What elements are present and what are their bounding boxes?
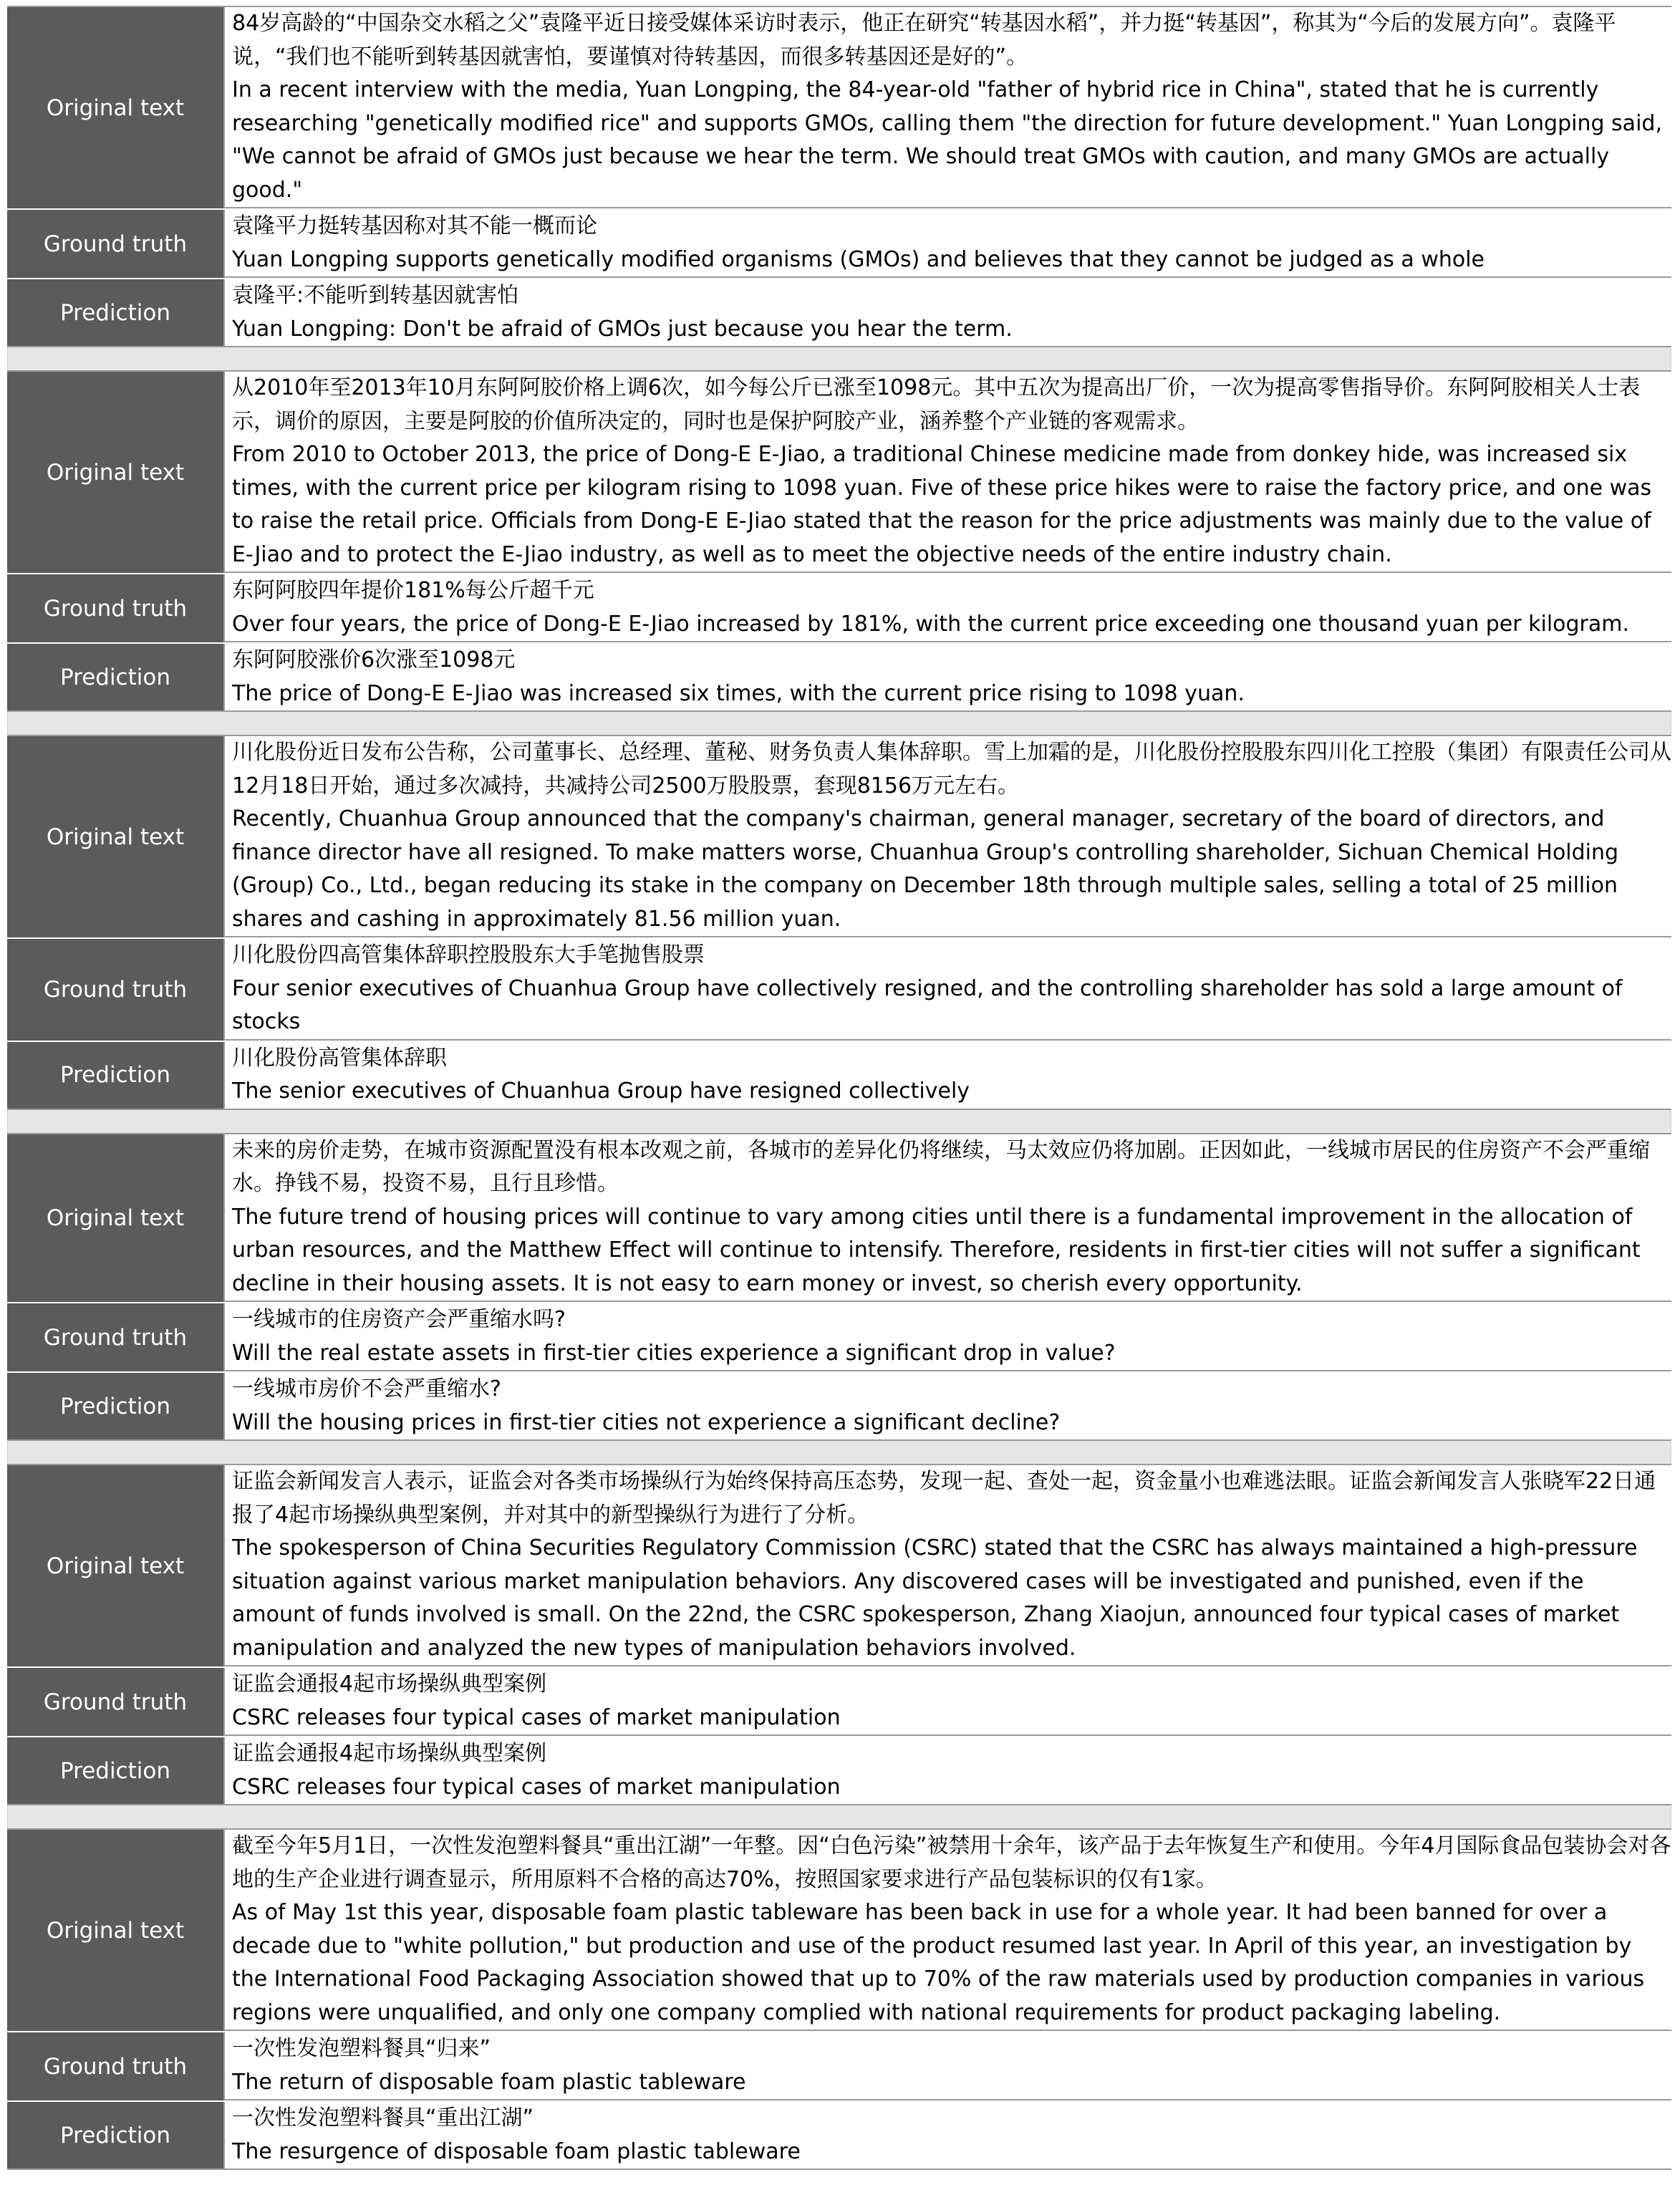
example-block-5: [7, 1464, 1671, 1805]
prediction-en: Yuan Longping: Don't be afraid of GMOs just because you hear the term.: [232, 316, 1013, 342]
original-text-cell: [225, 1465, 1671, 1666]
example-block-3: [7, 735, 1671, 1110]
prediction-cell: [225, 1737, 1671, 1804]
ground-truth-row: [7, 939, 1671, 1042]
ground-truth-en: Over four years, the price of Dong-E E-Jiao increased by 181%, with the current price exceeding one thousand yuan per kilogram.: [232, 611, 1630, 637]
ground-truth-row: [7, 1303, 1671, 1373]
original-text-en: The future trend of housing prices will continue to vary among cities until there is a fundamental improvement in the allocation of urban resources, and the Matthew Effect will continue to intensify. Therefore, residents in first-tier cities will not suffer a significant decline in their housing assets. It is not easy to earn money or invest, so cherish every opportunity.: [232, 1204, 1641, 1296]
ground-truth-row: [7, 210, 1671, 279]
original-text-row: [7, 7, 1671, 210]
example-block-2: [7, 370, 1671, 712]
ground-truth-en: Yuan Longping supports genetically modified organisms (GMOs) and believes that they cannot be judged as a whole: [232, 246, 1485, 272]
ground-truth-label: Ground truth: [7, 574, 225, 642]
prediction-cell: [225, 644, 1671, 710]
ground-truth-cell: [225, 939, 1671, 1041]
original-text-row: [7, 736, 1671, 939]
ground-truth-en: The return of disposable foam plastic tableware: [232, 2069, 746, 2095]
ground-truth-zh: 一线城市的住房资产会严重缩水吗?: [232, 1307, 566, 1332]
prediction-row: [7, 279, 1671, 346]
original-text-zh: 从2010年至2013年10月东阿阿胶价格上调6次，如今每公斤已涨至1098元。其中五次为提高出厂价，一次为提高零售指导价。东阿阿胶相关人士表示，调价的原因，主要是阿胶的价值所决定的，同时也是保护阿胶产业，涵养整个产业链的客观需求。: [232, 375, 1641, 434]
ground-truth-row: [7, 1668, 1671, 1737]
original-text-row: [7, 1465, 1671, 1668]
original-text-row: [7, 1134, 1671, 1304]
separator: [7, 347, 1671, 370]
original-text-en: As of May 1st this year, disposable foam plastic tableware has been back in use for a whole year. It had been banned for over a decade due to "white pollution," but production and use of the product resumed last year. In April of this year, an investigation by the International Food Packaging Association showed that up to 70% of the raw materials used by production companies in various regions were unqualified, and only one company complied with national requirements for product packaging labeling.: [232, 1900, 1645, 2025]
original-text-en: In a recent interview with the media, Yuan Longping, the 84-year-old "father of hybrid rice in China", stated that he is currently researching "genetically modified rice" and supports GMOs, calling them "the direction for future development." Yuan Longping said, "We cannot be afraid of GMOs just because we hear the term. We should treat GMOs with caution, and many GMOs are actually good.": [232, 77, 1662, 203]
original-text-row: [7, 372, 1671, 574]
comparison-table: [7, 6, 1671, 2170]
separator: [7, 1110, 1671, 1133]
original-text-label: Original text: [7, 372, 225, 573]
prediction-zh: 一线城市房价不会严重缩水?: [232, 1376, 501, 1401]
original-text-label: Original text: [7, 736, 225, 937]
separator: [7, 1441, 1671, 1464]
example-block-6: [7, 1828, 1671, 2170]
original-text-row: [7, 1830, 1671, 2032]
ground-truth-row: [7, 574, 1671, 644]
prediction-cell: [225, 279, 1671, 346]
original-text-zh: 川化股份近日发布公告称，公司董事长、总经理、董秘、财务负责人集体辞职。雪上加霜的是，川化股份控股股东四川化工控股（集团）有限责任公司从12月18日开始，通过多次减持，共减持公司2500万股股票，套现8156万元左右。: [232, 740, 1671, 798]
ground-truth-zh: 东阿阿胶四年提价181%每公斤超千元: [232, 578, 594, 603]
ground-truth-row: [7, 2032, 1671, 2102]
ground-truth-en: CSRC releases four typical cases of market manipulation: [232, 1704, 841, 1730]
prediction-label: Prediction: [7, 279, 225, 346]
ground-truth-label: Ground truth: [7, 210, 225, 278]
ground-truth-cell: [225, 1668, 1671, 1736]
original-text-en: The spokesperson of China Securities Regulatory Commission (CSRC) stated that the CSRC has always maintained a high-pressure situation against various market manipulation behaviors. Any discovered cases will be investigated and punished, even if the amount of funds involved is small. On the 22nd, the CSRC spokesperson, Zhang Xiaojun, announced four typical cases of market manipulation and analyzed the new types of manipulation behaviors involved.: [232, 1535, 1638, 1661]
original-text-cell: [225, 372, 1671, 573]
prediction-cell: [225, 1373, 1671, 1439]
original-text-en: Recently, Chuanhua Group announced that the company's chairman, general manager, secretary of the board of directors, and finance director have all resigned. To make matters worse, Chuanhua Group's controlling shareholder, Sichuan Chemical Holding (Group) Co., Ltd., began reducing its stake in the company on December 18th through multiple sales, selling a total of 25 million shares and cashing in approximately 81.56 million yuan.: [232, 806, 1619, 932]
prediction-zh: 一次性发泡塑料餐具“重出江湖”: [232, 2105, 534, 2131]
ground-truth-label: Ground truth: [7, 1668, 225, 1736]
separator: [7, 712, 1671, 735]
original-text-cell: [225, 736, 1671, 937]
ground-truth-cell: [225, 2032, 1671, 2100]
prediction-en: CSRC releases four typical cases of market manipulation: [232, 1774, 841, 1800]
example-block-1: [7, 6, 1671, 347]
original-text-label: Original text: [7, 1465, 225, 1666]
ground-truth-zh: 袁隆平力挺转基因称对其不能一概而论: [232, 213, 597, 238]
prediction-cell: [225, 2102, 1671, 2168]
ground-truth-zh: 川化股份四高管集体辞职控股股东大手笔抛售股票: [232, 942, 705, 968]
prediction-en: The resurgence of disposable foam plastic tableware: [232, 2138, 801, 2164]
original-text-label: Original text: [7, 1134, 225, 1303]
prediction-cell: [225, 1042, 1671, 1109]
original-text-zh: 截至今年5月1日，一次性发泡塑料餐具“重出江湖”一年整。因“白色污染”被禁用十余年，该产品于去年恢复生产和使用。今年4月国际食品包装协会对各地的生产企业进行调查显示，所用原料不合格的高达70%，按照国家要求进行产品包装标识的仅有1家。: [232, 1833, 1671, 1892]
prediction-row: [7, 2102, 1671, 2168]
prediction-row: [7, 644, 1671, 710]
prediction-en: The senior executives of Chuanhua Group have resigned collectively: [232, 1079, 970, 1104]
ground-truth-cell: [225, 210, 1671, 278]
ground-truth-zh: 一次性发泡塑料餐具“归来”: [232, 2036, 491, 2061]
original-text-zh: 84岁高龄的“中国杂交水稻之父”袁隆平近日接受媒体采访时表示，他正在研究“转基因水稻”，并力挺“转基因”，称其为“今后的发展方向”。袁隆平说，“我们也不能听到转基因就害怕，要谨慎对待转基因，而很多转基因还是好的”。: [232, 11, 1616, 69]
original-text-cell: [225, 1134, 1671, 1303]
ground-truth-label: Ground truth: [7, 1303, 225, 1371]
ground-truth-en: Four senior executives of Chuanhua Group have collectively resigned, and the controlling shareholder has sold a large amount of stocks: [232, 975, 1623, 1034]
example-block-4: [7, 1133, 1671, 1442]
prediction-zh: 川化股份高管集体辞职: [232, 1045, 447, 1071]
separator: [7, 1805, 1671, 1828]
ground-truth-cell: [225, 1303, 1671, 1371]
prediction-label: Prediction: [7, 1373, 225, 1439]
original-text-label: Original text: [7, 7, 225, 208]
original-text-en: From 2010 to October 2013, the price of Dong-E E-Jiao, a traditional Chinese medicine made from donkey hide, was increased six times, with the current price per kilogram rising to 1098 yuan. Five of these price hikes were to raise the factory price, and one was to raise the retail price. Officials from Dong-E E-Jiao stated that the reason for the price adjustments was mainly due to the value of E-Jiao and to protect the E-Jiao industry, as well as to meet the objective needs of the entire industry chain.: [232, 442, 1652, 567]
original-text-zh: 未来的房价走势，在城市资源配置没有根本改观之前，各城市的差异化仍将继续，马太效应仍将加剧。正因如此，一线城市居民的住房资产不会严重缩水。挣钱不易，投资不易，且行且珍惜。: [232, 1137, 1650, 1196]
prediction-row: [7, 1737, 1671, 1804]
prediction-en: The price of Dong-E E-Jiao was increased six times, with the current price rising to 1098 yuan.: [232, 680, 1245, 706]
prediction-label: Prediction: [7, 1042, 225, 1109]
original-text-cell: [225, 1830, 1671, 2031]
prediction-zh: 东阿阿胶涨价6次涨至1098元: [232, 647, 516, 672]
prediction-label: Prediction: [7, 1737, 225, 1804]
prediction-label: Prediction: [7, 2102, 225, 2168]
prediction-zh: 袁隆平:不能听到转基因就害怕: [232, 283, 519, 308]
original-text-label: Original text: [7, 1830, 225, 2031]
ground-truth-zh: 证监会通报4起市场操纵典型案例: [232, 1671, 547, 1697]
ground-truth-label: Ground truth: [7, 939, 225, 1041]
prediction-row: [7, 1373, 1671, 1439]
ground-truth-en: Will the real estate assets in first-tier cities experience a significant drop in value?: [232, 1340, 1116, 1366]
prediction-zh: 证监会通报4起市场操纵典型案例: [232, 1741, 547, 1766]
original-text-zh: 证监会新闻发言人表示，证监会对各类市场操纵行为始终保持高压态势，发现一起、查处一起，资金量小也难逃法眼。证监会新闻发言人张晓军22日通报了4起市场操纵典型案例，并对其中的新型操纵行为进行了分析。: [232, 1469, 1656, 1528]
prediction-label: Prediction: [7, 644, 225, 710]
ground-truth-label: Ground truth: [7, 2032, 225, 2100]
prediction-row: [7, 1042, 1671, 1109]
prediction-en: Will the housing prices in first-tier cities not experience a significant decline?: [232, 1409, 1061, 1435]
original-text-cell: [225, 7, 1671, 208]
ground-truth-cell: [225, 574, 1671, 642]
